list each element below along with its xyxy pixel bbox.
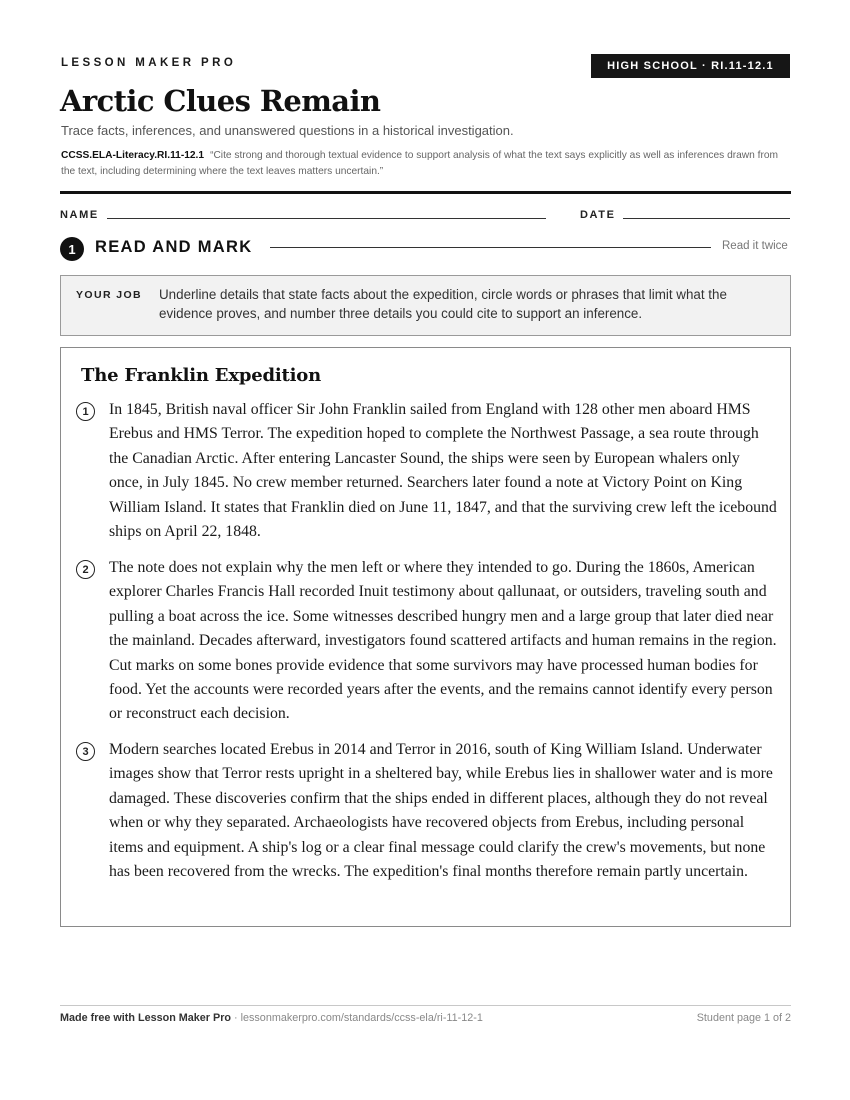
date-field[interactable] xyxy=(623,218,790,219)
worksheet-title: Arctic Clues Remain xyxy=(60,84,381,118)
name-label: NAME xyxy=(60,209,99,221)
section-divider xyxy=(270,247,711,248)
paragraph-text: The note does not explain why the men left or where they intended to go. During the 1860s, American explorer Charles Francis Hall recorded Inuit testimony about qallunaat, or outsiders, traveling south and pulling a boat across the ice. Some witnesses described hungry men and a large group that later died near the mainland. Decades afterward, investigators found scattered artifacts and human remains in the region. Cut marks on some bones provide evidence that some survivors may have processed human bodies for food. Yet the accounts were recorded years after the events, and the remains cannot identify every person or reconstruct each decision. xyxy=(109,559,777,723)
job-instructions-box xyxy=(60,275,791,336)
footer-separator: · xyxy=(231,1012,241,1024)
date-label: DATE xyxy=(580,209,616,221)
job-label: YOUR JOB xyxy=(76,289,143,301)
paragraph-number-icon: 1 xyxy=(76,402,95,421)
footer-credit xyxy=(60,1012,483,1024)
footer-divider xyxy=(60,1005,791,1006)
section-number-badge: 1 xyxy=(60,237,84,261)
header-divider xyxy=(60,191,791,194)
footer-made-with: Made free with Lesson Maker Pro xyxy=(60,1012,231,1024)
worksheet-subtitle: Trace facts, inferences, and unanswered questions in a historical investigation. xyxy=(61,123,514,138)
reading-passage xyxy=(60,347,791,927)
footer-url[interactable]: lessonmakerpro.com/standards/ccss-ela/ri-11-12-1 xyxy=(240,1012,483,1024)
level-badge: HIGH SCHOOL · RI.11-12.1 xyxy=(591,54,790,78)
paragraph-number-icon: 2 xyxy=(76,560,95,579)
brand-name: LESSON MAKER PRO xyxy=(61,57,237,69)
standard-code: CCSS.ELA-Literacy.RI.11-12.1 xyxy=(61,150,205,161)
footer-page-number: Student page 1 of 2 xyxy=(696,1012,791,1024)
paragraph-number-icon: 3 xyxy=(76,742,95,761)
paragraph-text: In 1845, British naval officer Sir John Franklin sailed from England with 128 other men aboard HMS Erebus and HMS Terror. The expedition hoped to complete the Northwest Passage, a sea route through the Canadian Arctic. After entering Lancaster Sound, the ships were seen by European whalers only once, in July 1845. No crew member returned. Searchers later found a note at Victory Point on King William Island. It states that Franklin died on June 11, 1847, and that the surviving crew left the icebound ships on April 22, 1848. xyxy=(109,401,777,541)
standard-text: “Cite strong and thorough textual evidence to support analysis of what the text says explicitly as well as inferences drawn from the text, including determining where the text leaves matters uncertain.” xyxy=(61,150,779,177)
standard-statement xyxy=(61,148,793,180)
name-field[interactable] xyxy=(107,218,546,219)
section-note: Read it twice xyxy=(722,240,788,252)
section-title: READ AND MARK xyxy=(95,238,253,256)
passage-title: The Franklin Expedition xyxy=(81,365,321,386)
job-text: Underline details that state facts about the expedition, circle words or phrases that limit what the evidence proves, and number three details you could cite to support an inference. xyxy=(159,287,727,321)
paragraph-text: Modern searches located Erebus in 2014 and Terror in 2016, south of King William Island. Underwater images show that Terror rests upright in a sheltered bay, while Erebus lies in shallower water and is more damaged. These discoveries confirm that the ships ended in different places, although they do not reveal when or why they separated. Archaeologists have recovered objects from Erebus, including personal items and equipment. A ship's log or a clear final message could clarify the crew's movements, but none has been recovered from the wrecks. The expedition's final months therefore remain partly uncertain. xyxy=(109,741,773,881)
